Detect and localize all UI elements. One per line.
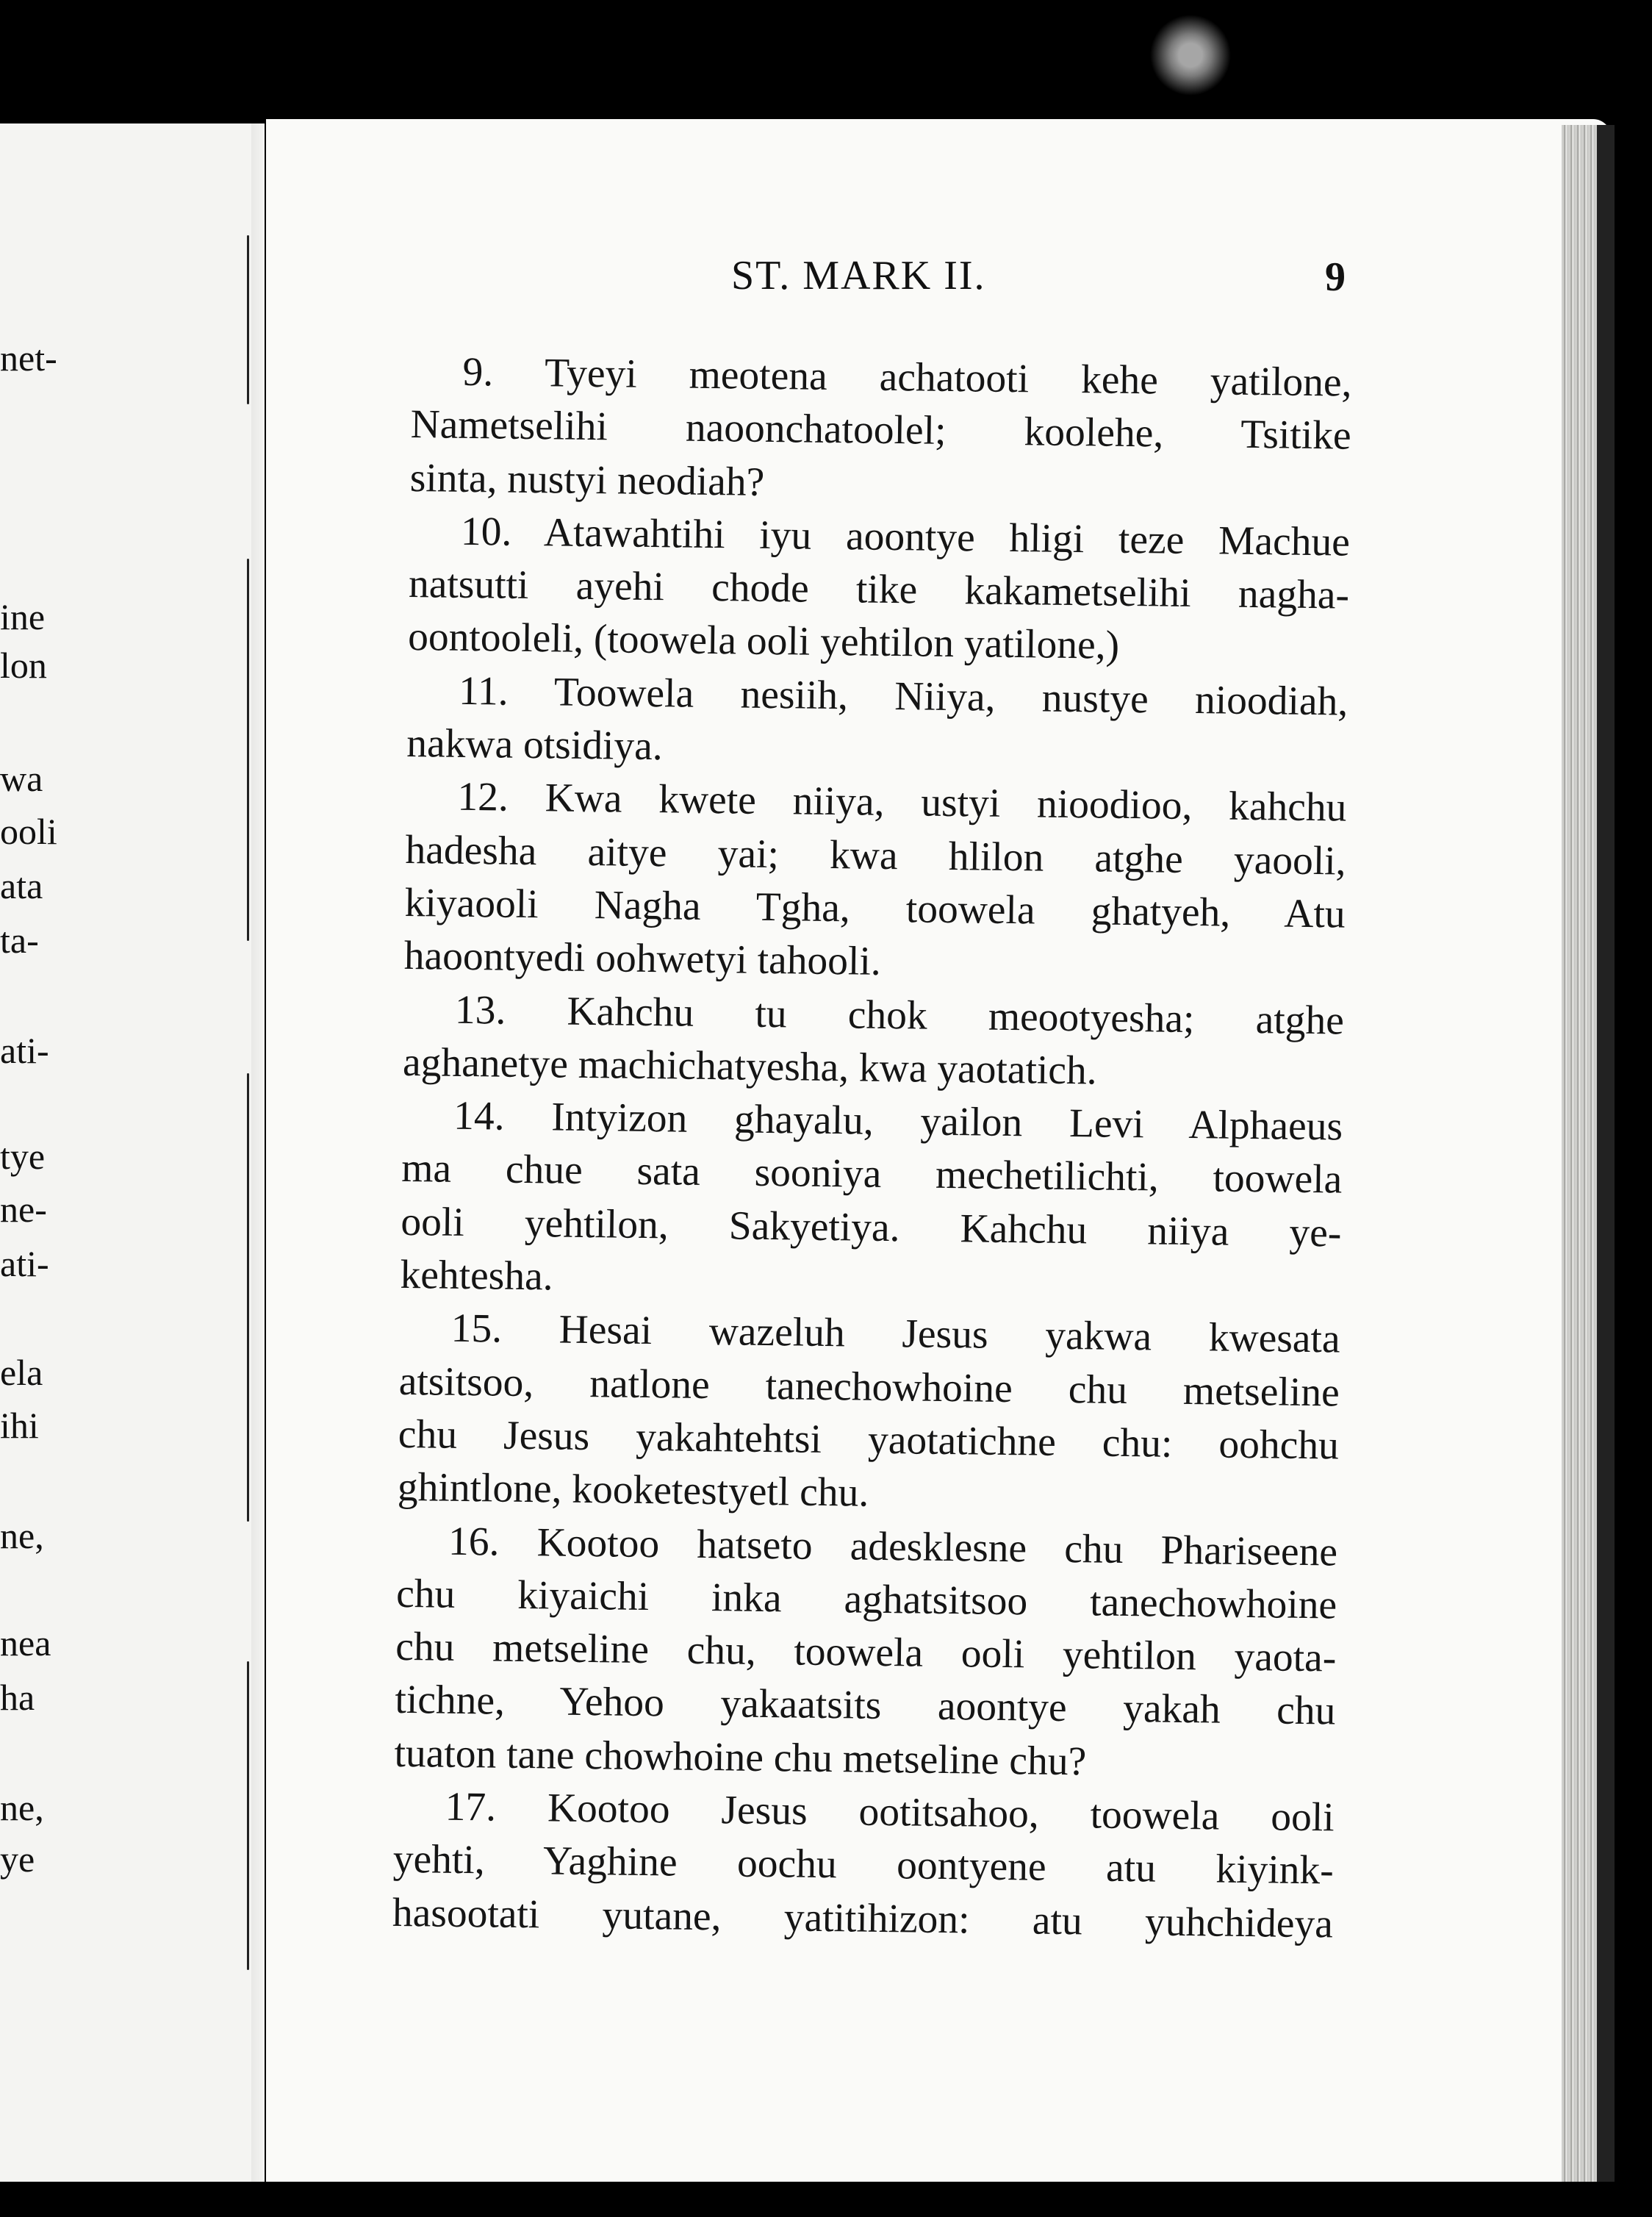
left-fragment: ooli (0, 811, 57, 852)
left-fragment: nea (0, 1622, 51, 1663)
text-line: yehti, Yaghine oochu oontyene atu kiyink- (392, 1837, 1335, 1894)
gutter-rule (247, 235, 249, 404)
left-fragment: ta- (0, 920, 39, 961)
verse-text-block (392, 345, 1352, 1951)
text-line: kiyaooli Nagha Tgha, toowela ghatyeh, Atu (404, 880, 1346, 937)
gutter-rule (247, 1661, 249, 1970)
text-line: atsitsoo, natlone tanechowhoine chu metseline (398, 1358, 1340, 1416)
page-header (731, 252, 1360, 304)
text-line: nakwa otsidiya. (406, 721, 664, 770)
left-fragment: ati- (0, 1030, 49, 1071)
left-fragment: ine (0, 596, 46, 637)
text-line: Nametselihi naoonchatoolel; koolehe, Tsitike (410, 402, 1351, 459)
text-line: chu metseline chu, toowela ooli yehtilon yaota- (395, 1624, 1337, 1681)
text-line: 10. Atawahtihi iyu aoontye hligi teze Machue (460, 509, 1351, 565)
left-fragment: ne- (0, 1189, 47, 1230)
left-fragment: ye (0, 1838, 35, 1880)
text-line: natsutti ayehi chode tike kakametselihi nagha- (408, 562, 1350, 618)
text-line: 12. Kwa kwete niiya, ustyi nioodioo, kahchu (457, 775, 1347, 831)
text-line: tuaton tane chowhoine chu metseline chu? (394, 1730, 1087, 1785)
text-line: hadesha aitye yai; kwa hlilon atghe yaooli, (405, 827, 1346, 884)
text-line: ghintlone, kooketestyetl chu. (397, 1465, 869, 1516)
left-fragment: ne, (0, 1515, 44, 1556)
text-line: tichne, Yehoo yakaatsits aoontye yakah chu (395, 1677, 1336, 1734)
left-fragment: ha (0, 1677, 35, 1718)
text-line: 14. Intyizon ghayalu, yailon Levi Alphaeus (453, 1093, 1343, 1150)
page-edge-shadow (1597, 125, 1615, 2182)
text-line: 11. Toowela nesiih, Niiya, nustye nioodiah, (458, 668, 1348, 725)
left-page-gutter (251, 123, 265, 2182)
text-line: sinta, nustyi neodiah? (409, 455, 765, 505)
text-line: 15. Hesai wazeluh Jesus yakwa kwesata (450, 1306, 1340, 1362)
text-line: oontooleli, (toowela ooli yehtilon yatilone,) (407, 615, 1120, 669)
left-fragment: ela (0, 1352, 43, 1393)
text-line: haoontyedi oohwetyi tahooli. (403, 934, 882, 985)
left-fragment: lon (0, 645, 47, 686)
text-line: 9. Tyeyi meotena achatooti kehe yatilone, (462, 349, 1352, 406)
left-fragment: ati- (0, 1243, 49, 1284)
left-fragment: ata (0, 865, 43, 906)
text-line: ooli yehtilon, Sakyetiya. Kahchu niiya ye- (401, 1199, 1342, 1256)
text-line: 16. Kootoo hatseto adesklesne chu Phariseene (448, 1519, 1338, 1575)
text-line: aghanetye machichatyesha, kwa yaotatich. (402, 1039, 1098, 1094)
gutter-rule (247, 559, 249, 941)
left-fragment: net- (0, 337, 57, 379)
text-line: ma chue sata sooniya mechetilichti, toowela (401, 1146, 1343, 1203)
running-head: ST. MARK II. (731, 253, 986, 298)
text-line: 13. Kahchu tu chok meootyesha; atghe (454, 987, 1345, 1044)
text-line: kehtesha. (400, 1252, 553, 1300)
page-edge-stack (1562, 125, 1615, 2182)
left-fragment: tye (0, 1136, 46, 1177)
left-fragment: ne, (0, 1787, 44, 1828)
gutter-rule (247, 1073, 249, 1522)
page-number: 9 (1325, 254, 1346, 300)
dust-speck (1146, 7, 1235, 103)
text-line: chu kiyaichi inka aghatsitsoo tanechowhoine (395, 1571, 1337, 1628)
text-line: hasootati yutane, yatitihizon: atu yuhchideya (392, 1890, 1334, 1947)
left-fragment: wa (0, 758, 43, 799)
text-line: 17. Kootoo Jesus ootitsahoo, toowela ooli (445, 1784, 1335, 1841)
left-fragment: ihi (0, 1405, 39, 1446)
text-line: chu Jesus yakahtehtsi yaotatichne chu: oohchu (398, 1411, 1340, 1469)
